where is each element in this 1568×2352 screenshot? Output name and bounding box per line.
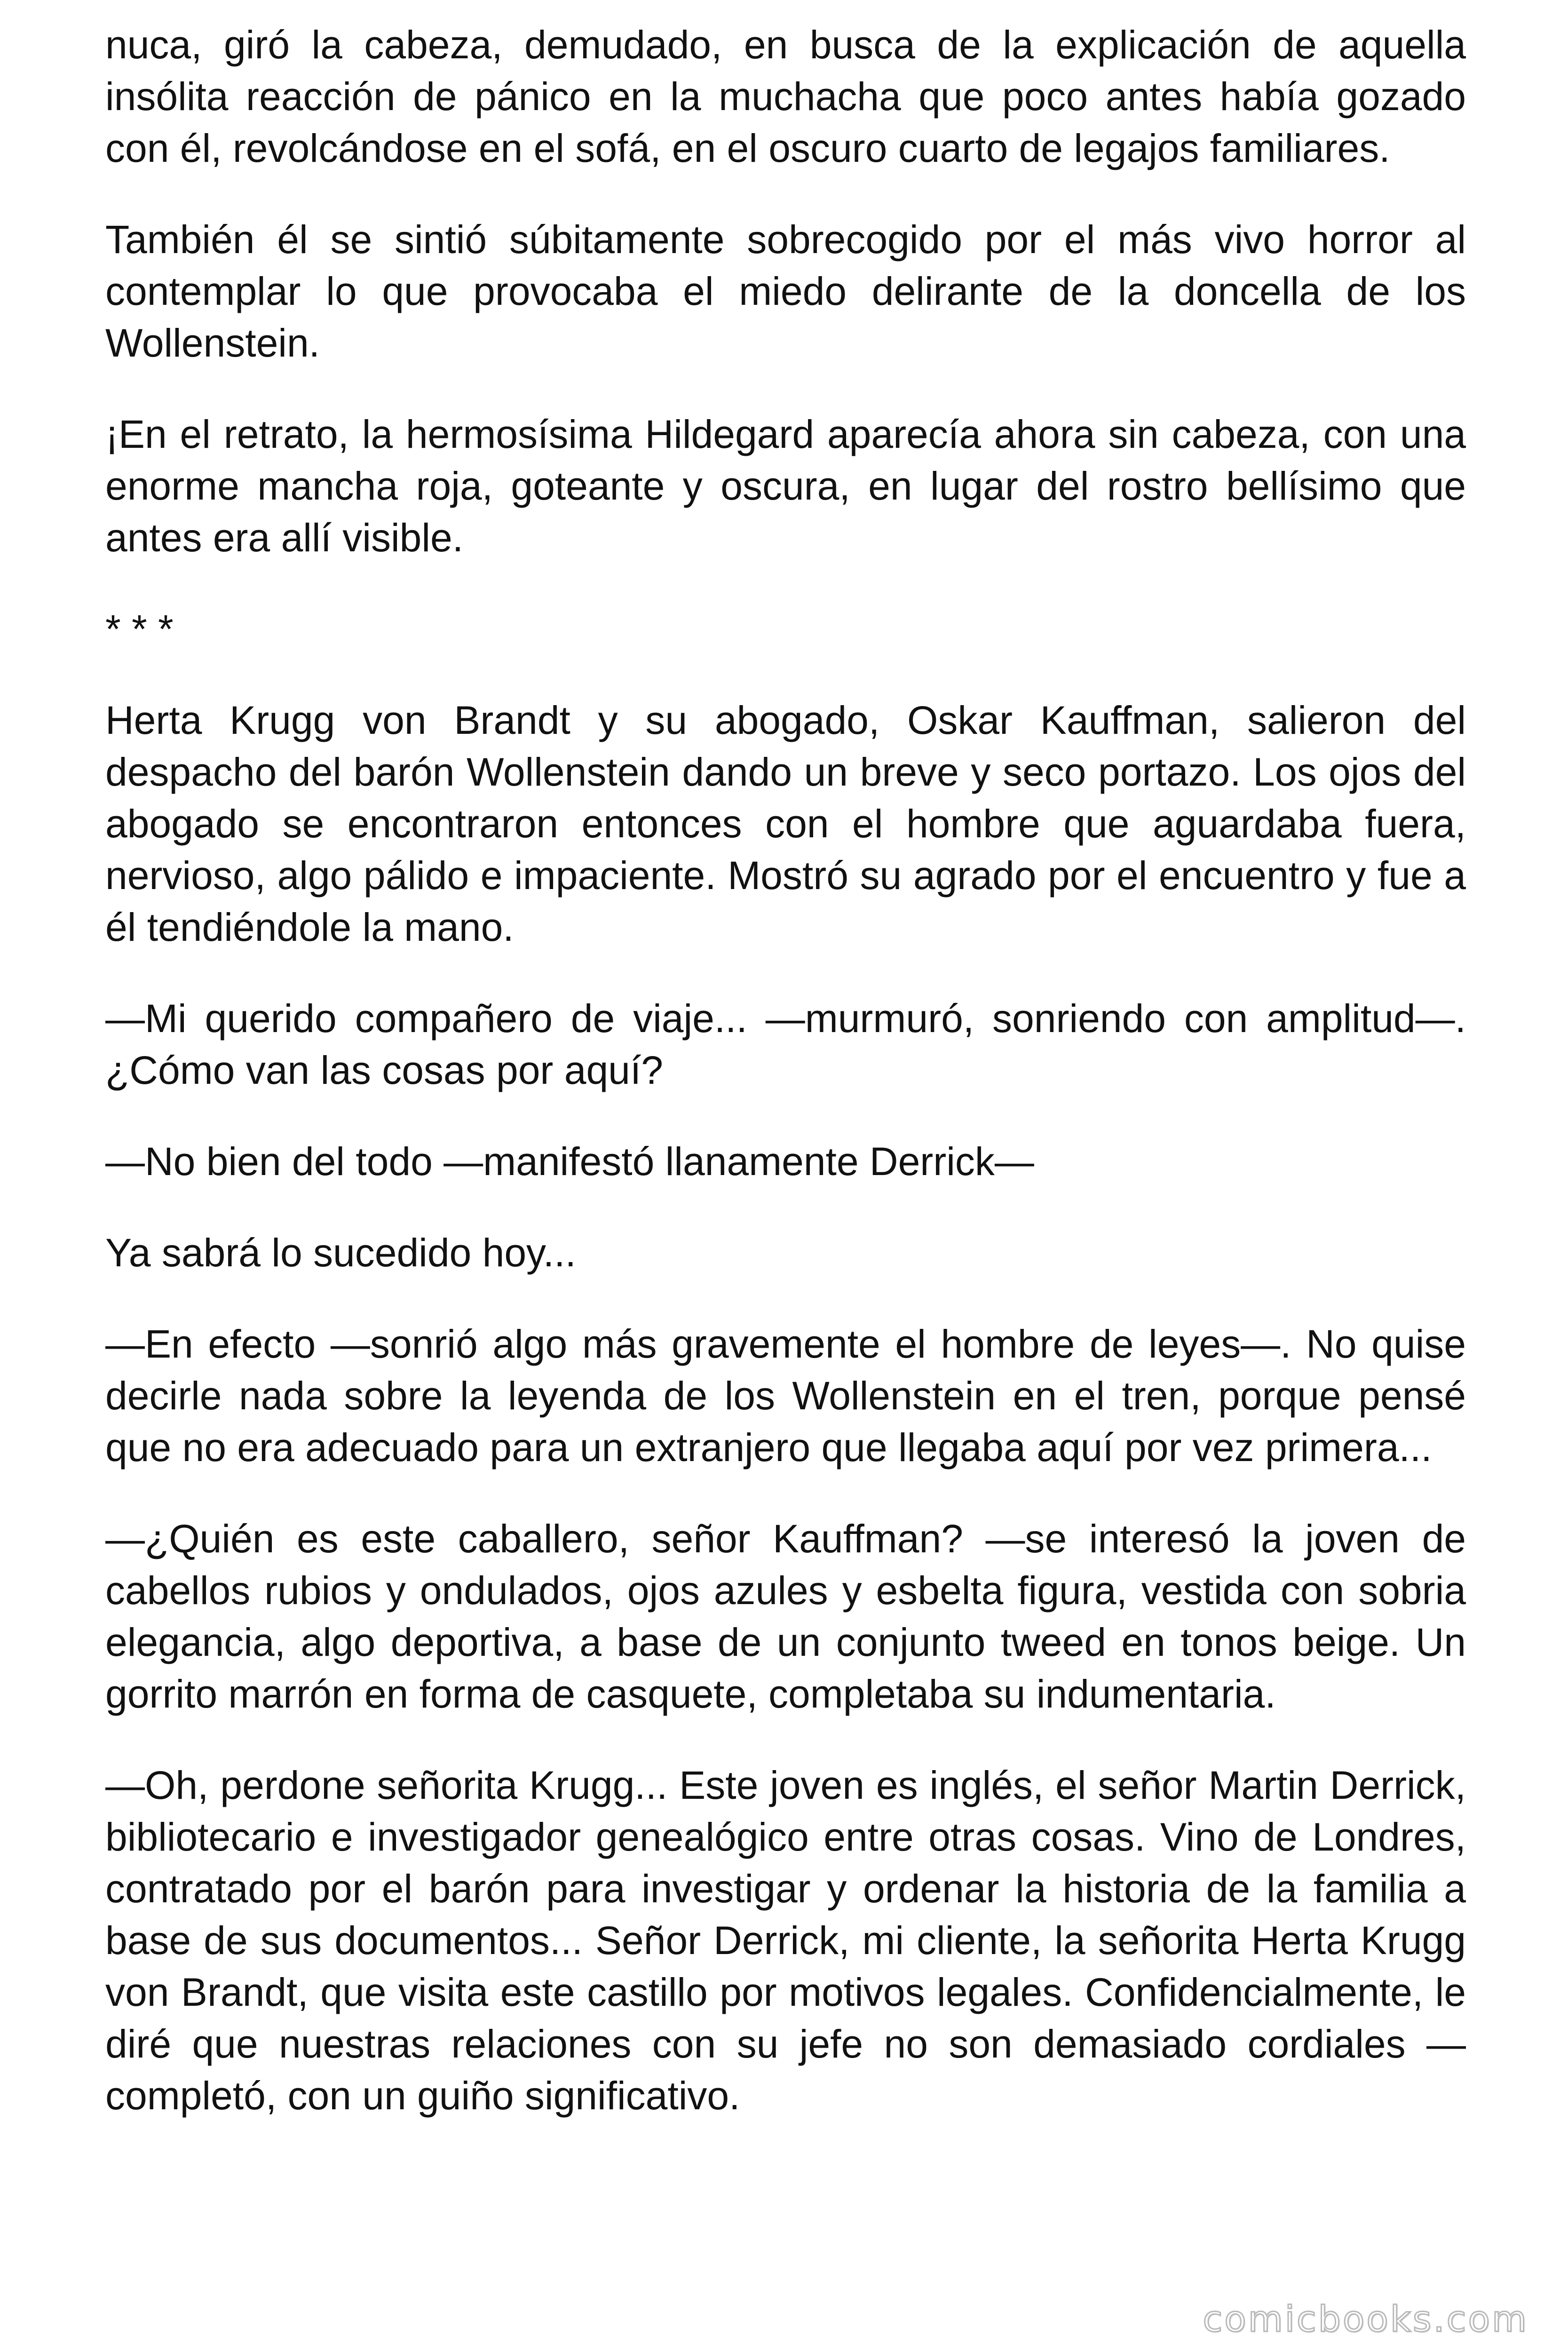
watermark-logo: comicbooks.com [1203,2298,1528,2340]
paragraph-dialogue-legend: —En efecto —sonrió algo más gravemente el hombre de leyes—. No quise decirle nada sobre la leyenda de los Wollenstein en el tren, porque pensé que no era adecuado para un extranjero que llegaba aquí por vez primera... [105,1322,1466,1470]
paragraph-dialogue-derrick: —No bien del todo —manifestó llanamente Derrick— [105,1139,1034,1184]
paragraph-herta-lawyer: Herta Krugg von Brandt y su abogado, Oskar Kauffman, salieron del despacho del barón Wollenstein dando un breve y seco portazo. Los ojos del abogado se encontraron entonces con el hombre que aguardaba fuera, nervioso, algo pálido e impaciente. Mostró su agrado por el encuentro y fue a él tendiéndole la mano. [105,698,1466,949]
paragraph-continuation: nuca, giró la cabeza, demudado, en busca de la explicación de aquella insólita reacción de pánico en la muchacha que poco antes había gozado con él, revolcándose en el sofá, en el oscuro cuarto de legajos familiares. [105,23,1466,170]
paragraph-horror: También él se sintió súbitamente sobrecogido por el más vivo horror al contemplar lo que provocaba el miedo delirante de la doncella de los Wollenstein. [105,217,1466,365]
paragraph-portrait: ¡En el retrato, la hermosísima Hildegard aparecía ahora sin cabeza, con una enorme mancha roja, goteante y oscura, en lugar del rostro bellísimo que antes era allí visible. [105,412,1466,560]
paragraph-dialogue-introduction: —Oh, perdone señorita Krugg... Este joven es inglés, el señor Martin Derrick, bibliotecario e investigador genealógico entre otras cosas. Vino de Londres, contratado por el barón para investigar y ordenar la historia de la familia a base de sus documentos... Señor Derrick, mi cliente, la señorita Herta Krugg von Brandt, que visita este castillo por motivos legales. Confidencialmente, le diré que nuestras relaciones con su jefe no son demasiado cordiales —completó, con un guiño significativo. [105,1763,1466,2118]
paragraph-dialogue-greeting: —Mi querido compañero de viaje... —murmuró, sonriendo con amplitud—. ¿Cómo van las cosas por aquí? [105,996,1466,1092]
scene-separator: * * * [105,607,174,651]
page-text [105,19,1466,2161]
paragraph-dialogue-question: —¿Quién es este caballero, señor Kauffman? —se interesó la joven de cabellos rubios y ondulados, ojos azules y esbelta figura, vestida con sobria elegancia, algo deportiva, a base de un conjunto tweed en tonos beige. Un gorrito marrón en forma de casquete, completaba su indumentaria. [105,1517,1466,1716]
paragraph-dialogue-continued: Ya sabrá lo sucedido hoy... [105,1231,576,1275]
